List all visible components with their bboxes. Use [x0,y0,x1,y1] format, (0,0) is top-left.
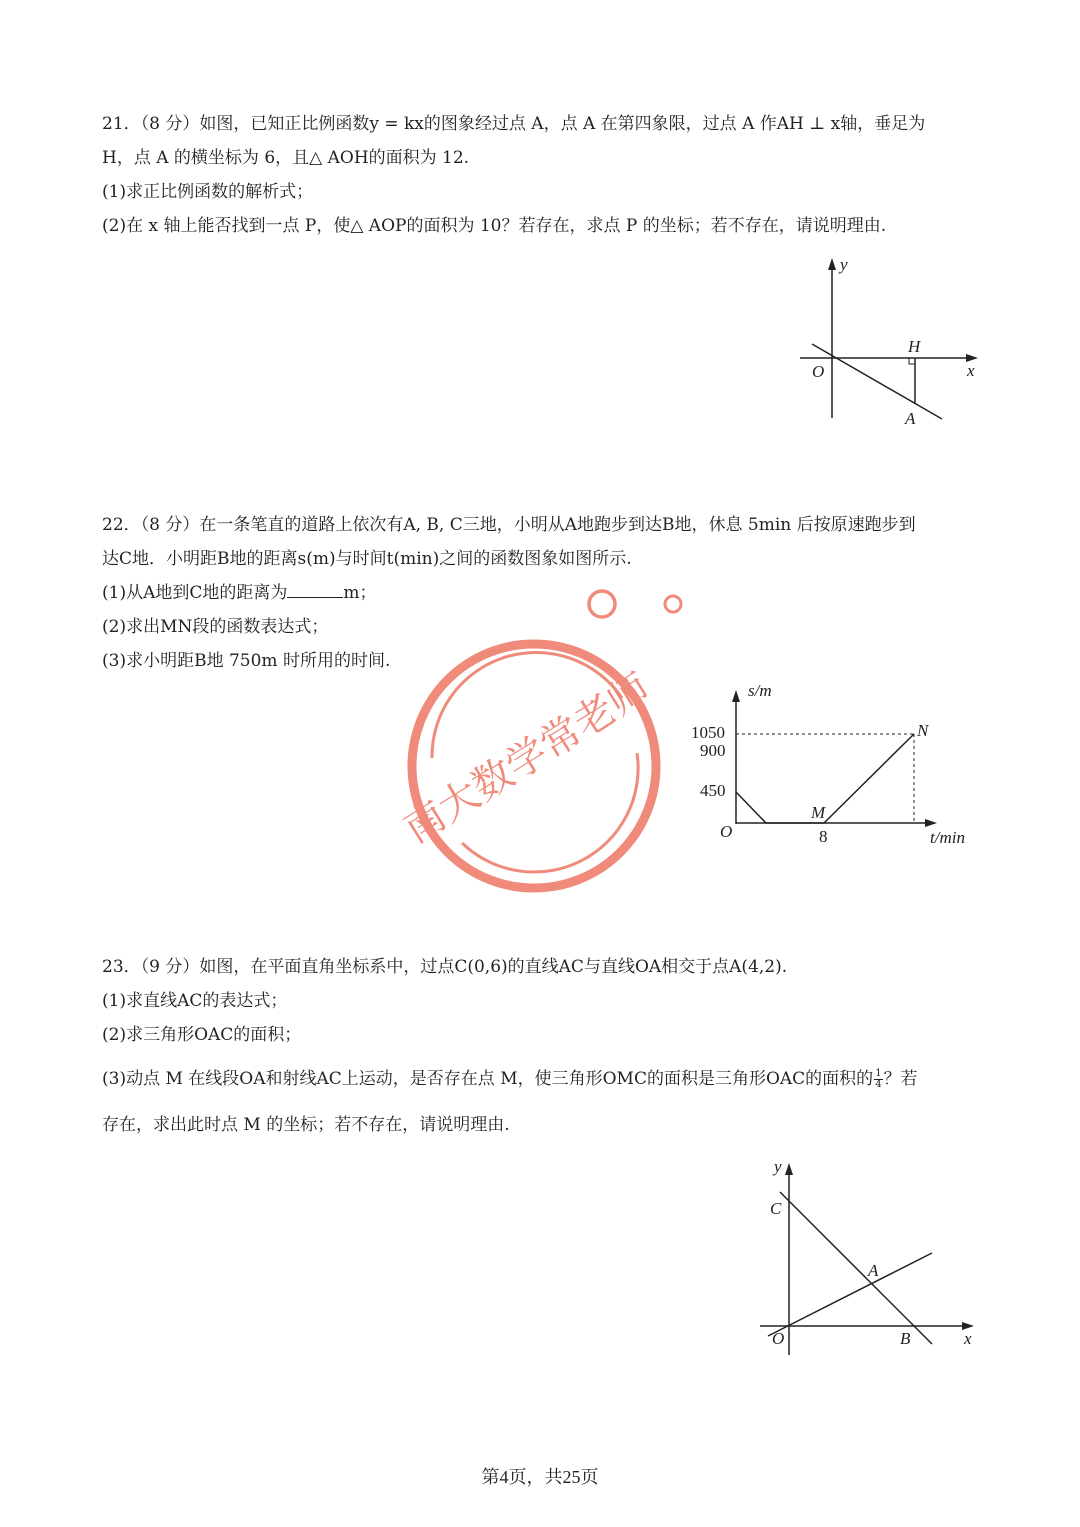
q21-right-angle-mark [909,358,915,364]
fraction [874,1069,882,1090]
q23-part1: (1)求直线AC的表达式； [102,991,288,1011]
q23-line-ac [780,1192,932,1344]
stamp-small-circle-2 [665,596,681,612]
q22-tick-900: 900 [700,741,726,760]
q23-figure [750,1150,990,1370]
q22-xlabel: t/min [930,828,965,847]
q23-part3-end: ？若 [883,1069,918,1089]
q22-tick-1050: 1050 [691,723,725,742]
q22-stem-line1: 22．（8 分）在一条笔直的道路上依次有A, B, C三地，小明从A地跑步到达B地，休息 5min 后按原速跑步到 [102,515,916,535]
page-footer: 第4页，共25页 [481,1467,599,1487]
q23-label-y: y [774,1157,782,1176]
q21-figure [790,252,990,432]
q23-y-arrow [785,1163,793,1175]
q22-ylabel: s/m [748,681,772,700]
q22-part1-unit: m； [343,583,377,603]
q21-stem-line1: 21．（8 分）如图，已知正比例函数y = kx的图象经过点 A，点 A 在第四象限，过点 A 作AH ⊥ x轴，垂足为 [102,114,926,134]
q22-y-arrow [732,690,740,702]
q23-part2: (2)求三角形OAC的面积； [102,1025,302,1045]
q22-stem-line2: 达C地．小明距B地的距离s(m)与时间t(min)之间的函数图象如图所示. [102,549,632,569]
q21-label-h: H [908,337,921,356]
q22-figure [684,676,984,856]
q23-line-oa [768,1253,932,1336]
q21-label-x: x [967,361,975,380]
fraction-denominator: 4 [875,1079,882,1090]
q23-label-c: C [770,1199,782,1218]
q21-part1: (1)求正比例函数的解析式； [102,182,314,202]
q23-label-x: x [964,1329,972,1348]
q22-part3: (3)求小明距B地 750m 时所用的时间. [102,651,391,671]
q23-stem: 23．（9 分）如图，在平面直角坐标系中，过点C(0,6)的直线AC与直线OA相交于点A(4,2). [102,957,788,977]
q23-label-a: A [868,1261,879,1280]
q22-part1-text: (1)从A地到C地的距离为 [102,583,288,603]
q23-label-b: B [900,1329,911,1348]
q21-part2: (2)在 x 轴上能否找到一点 P，使△ AOP的面积为 10？若存在，求点 P 的坐标；若不存在，请说明理由. [102,216,887,236]
fraction-numerator: 1 [875,1068,882,1079]
stamp-small-circle-1 [589,591,615,617]
q22-part2: (2)求出MN段的函数表达式； [102,617,329,637]
q22-tick-8: 8 [819,827,828,846]
q22-part1 [102,582,377,604]
q23-part3-cont: 存在，求出此时点 M 的坐标；若不存在，请说明理由. [102,1115,510,1135]
q22-answer-blank [287,583,343,598]
q21-y-arrow [828,258,836,270]
watermark-text: 南大数学常老师 [396,665,659,853]
q23-part3 [102,1068,918,1090]
q21-stem-line2: H，点 A 的横坐标为 6，且△ AOH的面积为 12. [102,148,470,168]
q21-label-y: y [840,255,848,274]
q23-part3-text: (3)动点 M 在线段OA和射线AC上运动，是否存在点 M，使三角形OMC的面积是三角形OAC的面积的 [102,1069,874,1089]
q23-label-o: O [772,1329,785,1348]
q21-label-o: O [812,362,825,381]
q21-label-a: A [905,409,916,428]
q22-x-arrow [925,819,937,827]
q22-label-o: O [720,822,733,841]
q22-label-m: M [811,803,826,822]
q22-tick-450: 450 [700,781,726,800]
q22-label-n: N [917,721,929,740]
watermark-stamp [392,588,692,908]
